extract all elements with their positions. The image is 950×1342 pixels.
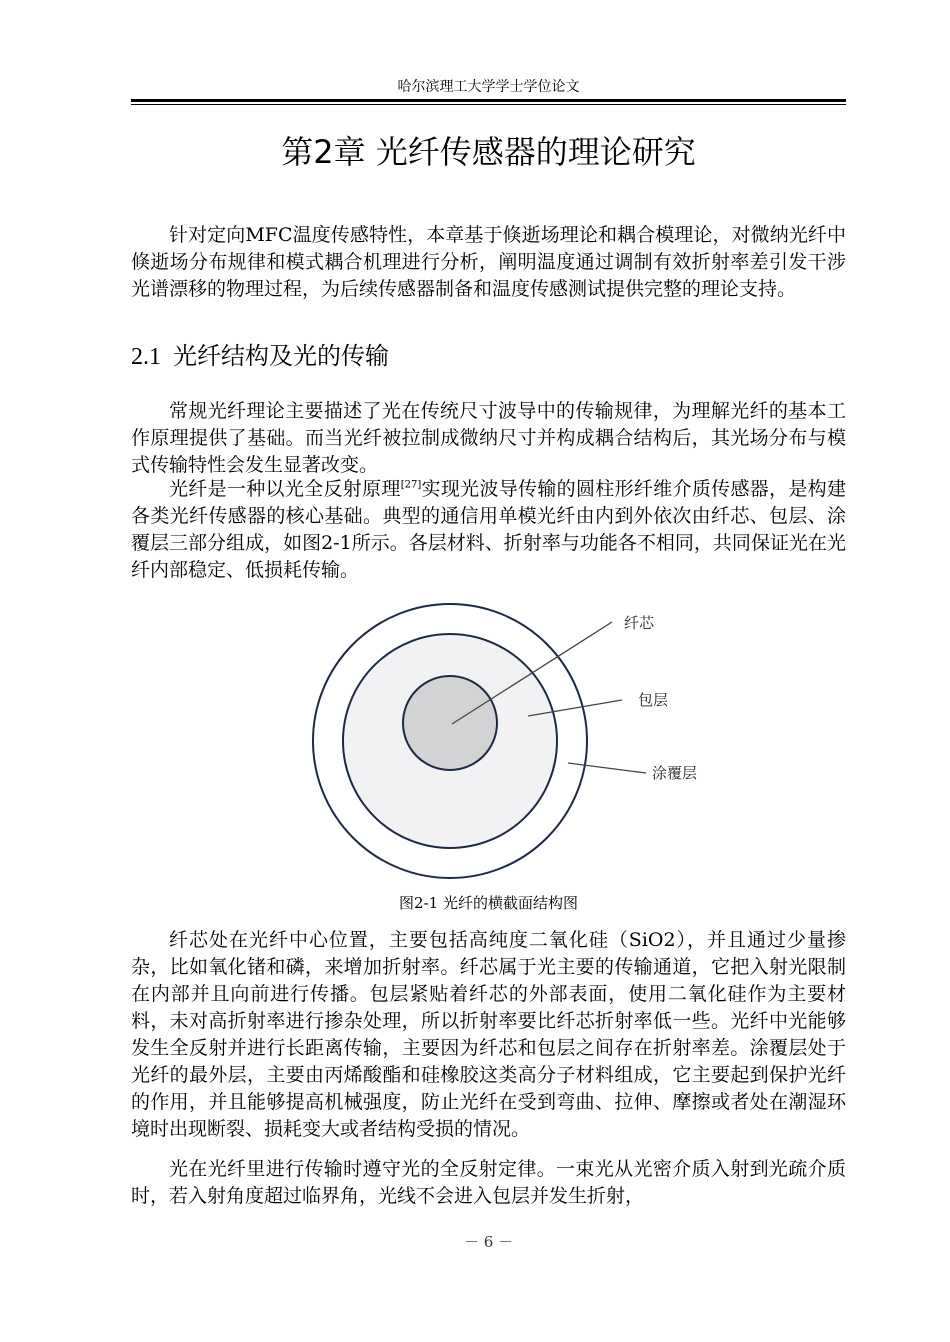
citation-ref: [27]	[400, 479, 422, 491]
page-number: － 6 －	[463, 1233, 514, 1251]
fiber-core	[403, 676, 497, 770]
chapter-title: 第2章 光纤传感器的理论研究	[281, 133, 696, 171]
paragraph-layer-description: 纤芯处在光纤中心位置，主要包括高纯度二氧化硅（SiO2），并且通过少量掺杂，比如氧化锗和磷，来增加折射率。纤芯属于光主要的传输通道，它把入射光限制在内部并且向前进行传播。包层紧贴着纤芯的外部表面，使用二氧化硅作为主要材料，未对高折射率进行掺杂处理，所以折射率要比纤芯折射率低一些。光纤中光能够发生全反射并进行长距离传输，主要因为纤芯和包层之间存在折射率差。涂覆层处于光纤的最外层，主要由丙烯酸酯和硅橡胶这类高分子材料组成，它主要起到保护光纤的作用，并且能够提高机械强度，防止光纤在受到弯曲、拉伸、摩擦或者处在潮湿环境时出现断裂、损耗变大或者结构受损的情况。	[131, 929, 846, 1140]
paragraph-structure-intro: 常规光纤理论主要描述了光在传统尺寸波导中的传输规律，为理解光纤的基本工作原理提供了基础。而当光纤被拉制成微纳尺寸并构成耦合结构后，其光场分布与模式传输特性会发生显著改变。	[131, 400, 846, 476]
cladding-label: 包层	[638, 691, 669, 709]
core-label: 纤芯	[624, 614, 655, 632]
coating-label: 涂覆层	[652, 764, 698, 782]
section-title: 光纤结构及光的传输	[173, 342, 389, 370]
paragraph-total-reflection: 光在光纤里进行传输时遵守光的全反射定律。一束光从光密介质入射到光疏介质时，若入射角度超过临界角，光线不会进入包层并发生折射，	[131, 1158, 846, 1207]
figure-caption: 图2-1 光纤的横截面结构图	[399, 894, 578, 912]
section-number: 2.1	[131, 344, 161, 370]
header-rule-thick	[131, 99, 846, 102]
running-header: 哈尔滨理工大学学士学位论文	[397, 79, 580, 95]
intro-paragraph: 针对定向MFC温度传感特性，本章基于倏逝场理论和耦合模理论，对微纳光纤中倏逝场分布规律和模式耦合机理进行分析，阐明温度通过调制有效折射率差引发干涉光谱漂移的物理过程，为后续传感器制备和温度传感测试提供完整的理论支持。	[131, 224, 846, 300]
section-heading	[131, 340, 389, 373]
paragraph-text: 实现光波导传输的圆柱形纤维介质传感器，是构建各类光纤传感器的核心基础。典型的通信用单模光纤由内到外依次由纤芯、包层、涂覆层三部分组成，如图2-1所示。各层材料、折射率与功能各不相同，共同保证光在光纤内部稳定、低损耗传输。	[131, 478, 846, 581]
paragraph-text: 光纤是一种以光全反射原理	[169, 478, 401, 500]
paragraph-fiber-definition	[131, 476, 846, 584]
header-rule-thin	[131, 104, 846, 105]
fiber-cross-section-figure	[300, 598, 720, 883]
